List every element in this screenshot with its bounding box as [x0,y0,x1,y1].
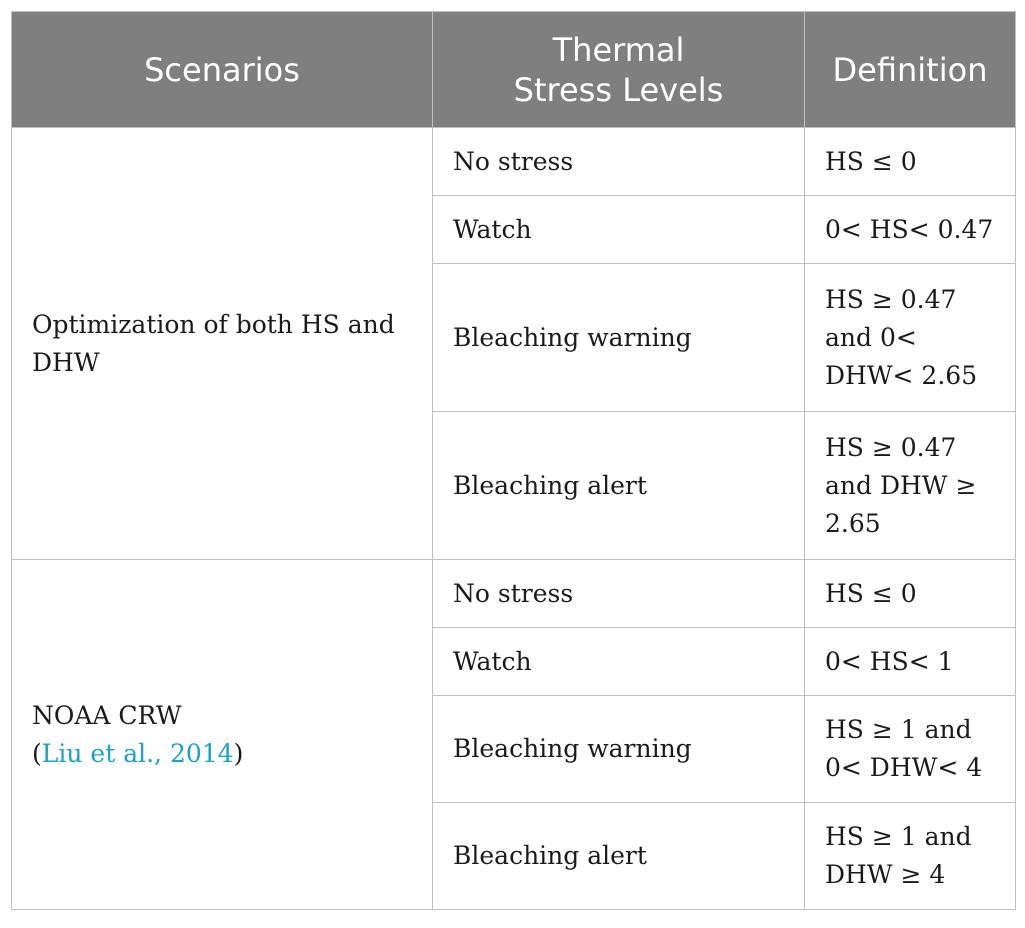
ref-paren-close: ) [233,738,244,768]
header-thermal-stress-levels: Thermal Stress Levels [433,12,805,128]
definition-cell: HS ≥ 0.47 and 0< DHW< 2.65 [805,264,1016,412]
definition-cell: HS ≤ 0 [805,560,1016,628]
header-scenarios: Scenarios [12,12,433,128]
scenario-name: NOAA CRW [32,700,182,730]
header-row [12,12,1016,128]
definition-cell: HS ≥ 1 and DHW ≥ 4 [805,803,1016,910]
ref-paren-open: ( [32,738,42,768]
level-cell: Bleaching warning [433,264,805,412]
level-cell: Bleaching warning [433,696,805,803]
definition-cell: HS ≥ 0.47 and DHW ≥ 2.65 [805,412,1016,560]
definition-cell: HS ≥ 1 and 0< DHW< 4 [805,696,1016,803]
level-cell: Watch [433,196,805,264]
definition-cell: 0< HS< 1 [805,628,1016,696]
thermal-stress-table [11,11,1016,910]
table-row [12,560,1016,628]
header-definition: Definition [805,12,1016,128]
definition-cell: 0< HS< 0.47 [805,196,1016,264]
scenario-optimization: Optimization of both HS and DHW [12,128,433,560]
table-row [12,128,1016,196]
level-cell: Bleaching alert [433,412,805,560]
level-cell: No stress [433,128,805,196]
citation-link[interactable]: Liu et al., 2014 [41,738,234,768]
definition-cell: HS ≤ 0 [805,128,1016,196]
level-cell: Watch [433,628,805,696]
level-cell: No stress [433,560,805,628]
level-cell: Bleaching alert [433,803,805,910]
scenario-noaa-crw [12,560,433,910]
